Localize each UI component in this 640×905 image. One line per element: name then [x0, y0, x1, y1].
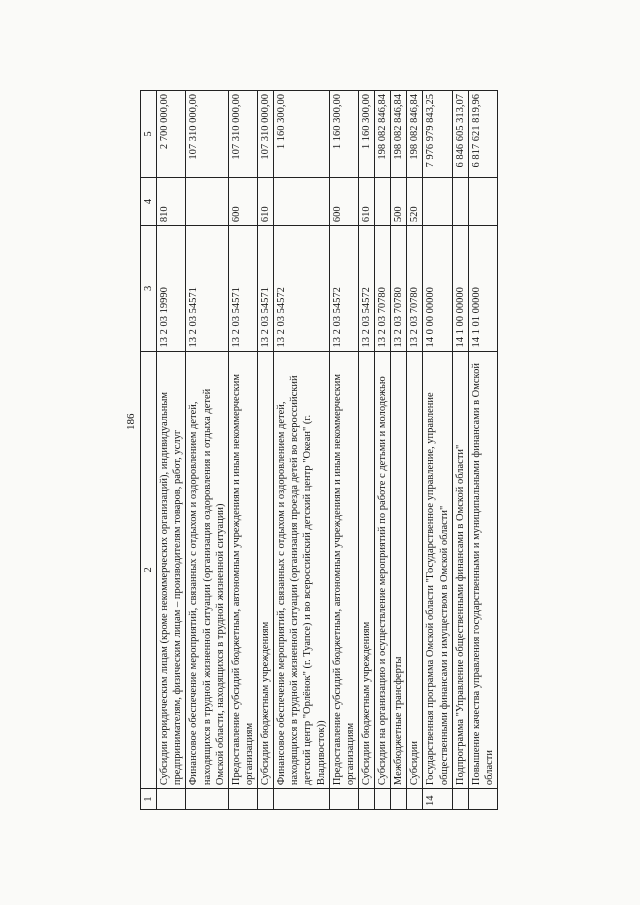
header-row — [141, 91, 157, 810]
row-name: Субсидии на организацию и осуществление мероприятий по работе с детьми и молодежью — [375, 351, 391, 789]
row-number — [468, 789, 497, 810]
row-number: 14 — [423, 789, 452, 810]
row-sum: 198 082 846,84 — [407, 91, 423, 178]
table-row — [274, 91, 330, 810]
row-expense-type — [452, 177, 468, 225]
row-number — [452, 789, 468, 810]
row-code: 13 2 03 54572 — [274, 226, 330, 351]
row-expense-type — [423, 177, 452, 225]
row-expense-type — [468, 177, 497, 225]
row-code: 14 1 00 00000 — [452, 226, 468, 351]
table-row — [423, 91, 452, 810]
header-col1: 1 — [141, 789, 157, 810]
row-sum: 1 160 300,00 — [358, 91, 374, 178]
row-name: Государственная программа Омской области "Государственное управление, управление общественными финансами и имуществом в Омской области" — [423, 351, 452, 789]
table-row — [157, 91, 186, 810]
row-expense-type: 500 — [391, 177, 407, 225]
row-expense-type: 600 — [228, 177, 257, 225]
row-code: 13 2 03 70780 — [407, 226, 423, 351]
header-col3: 3 — [141, 226, 157, 351]
row-number — [228, 789, 257, 810]
row-expense-type — [375, 177, 391, 225]
row-number — [329, 789, 358, 810]
row-expense-type: 610 — [358, 177, 374, 225]
header-col2: 2 — [141, 351, 157, 789]
row-name: Предоставление субсидий бюджетным, автономным учреждениям и иным некоммерческим организациям — [329, 351, 358, 789]
row-name: Финансовое обеспечение мероприятий, связанных с отдыхом и оздоровлением детей, находящихся в трудной жизненной ситуации (организация проезда детей во всероссийский детский центр "Орлёнок" (г. Туапсе) и во всероссийский детский центр "Океан" (г. Владивосток)) — [274, 351, 330, 789]
row-code: 13 2 03 54571 — [186, 226, 228, 351]
rotated-content — [55, 90, 585, 810]
row-name: Субсидии юридическим лицам (кроме некоммерческих организаций), индивидуальным предпринимателям, физическим лицам – производителям товаров, работ, услуг — [157, 351, 186, 789]
row-number — [274, 789, 330, 810]
row-code: 13 2 03 54572 — [329, 226, 358, 351]
table-row — [375, 91, 391, 810]
row-code: 13 2 03 19990 — [157, 226, 186, 351]
budget-table — [140, 90, 498, 810]
row-sum: 6 817 621 819,96 — [468, 91, 497, 178]
row-sum: 107 310 000,00 — [186, 91, 228, 178]
row-number — [375, 789, 391, 810]
table-row — [228, 91, 257, 810]
row-number — [358, 789, 374, 810]
row-sum: 198 082 846,84 — [391, 91, 407, 178]
row-number — [157, 789, 186, 810]
row-name: Финансовое обеспечение мероприятий, связанных с отдыхом и оздоровлением детей, находящихся в трудной жизненной ситуации (организация оздоровления и отдыха детей Омской области, находящихся в трудной жизненной ситуации) — [186, 351, 228, 789]
row-expense-type — [274, 177, 330, 225]
row-expense-type: 610 — [258, 177, 274, 225]
table-row — [468, 91, 497, 810]
row-name: Субсидии бюджетным учреждениям — [358, 351, 374, 789]
table-row — [452, 91, 468, 810]
table-row — [358, 91, 374, 810]
row-name: Подпрограмма "Управление общественными финансами в Омской области" — [452, 351, 468, 789]
row-name: Субсидии — [407, 351, 423, 789]
row-sum: 107 310 000,00 — [258, 91, 274, 178]
row-sum: 2 700 000,00 — [157, 91, 186, 178]
header-col4: 4 — [141, 177, 157, 225]
row-number — [186, 789, 228, 810]
row-code: 14 1 01 00000 — [468, 226, 497, 351]
row-expense-type — [186, 177, 228, 225]
row-number — [391, 789, 407, 810]
row-code: 13 2 03 54571 — [258, 226, 274, 351]
row-name: Межбюджетные трансферты — [391, 351, 407, 789]
table-row — [258, 91, 274, 810]
row-sum: 1 160 300,00 — [274, 91, 330, 178]
row-code: 13 2 03 70780 — [391, 226, 407, 351]
row-code: 13 2 03 54571 — [228, 226, 257, 351]
row-name: Повышение качества управления государственными и муниципальными финансами в Омской области — [468, 351, 497, 789]
row-number — [258, 789, 274, 810]
row-expense-type: 600 — [329, 177, 358, 225]
header-col5: 5 — [141, 91, 157, 178]
page-number: 186 — [125, 413, 137, 430]
table-row — [329, 91, 358, 810]
row-sum: 107 310 000,00 — [228, 91, 257, 178]
table-row — [407, 91, 423, 810]
row-code: 13 2 03 54572 — [358, 226, 374, 351]
table-row — [391, 91, 407, 810]
row-code: 13 2 03 70780 — [375, 226, 391, 351]
row-sum: 7 976 979 843,25 — [423, 91, 452, 178]
row-sum: 1 160 300,00 — [329, 91, 358, 178]
row-sum: 198 082 846,84 — [375, 91, 391, 178]
row-expense-type: 520 — [407, 177, 423, 225]
row-name: Субсидии бюджетным учреждениям — [258, 351, 274, 789]
row-code: 14 0 00 00000 — [423, 226, 452, 351]
table-row — [186, 91, 228, 810]
row-sum: 6 846 605 313,07 — [452, 91, 468, 178]
row-number — [407, 789, 423, 810]
row-name: Предоставление субсидий бюджетным, автономным учреждениям и иным некоммерческим организациям — [228, 351, 257, 789]
row-expense-type: 810 — [157, 177, 186, 225]
